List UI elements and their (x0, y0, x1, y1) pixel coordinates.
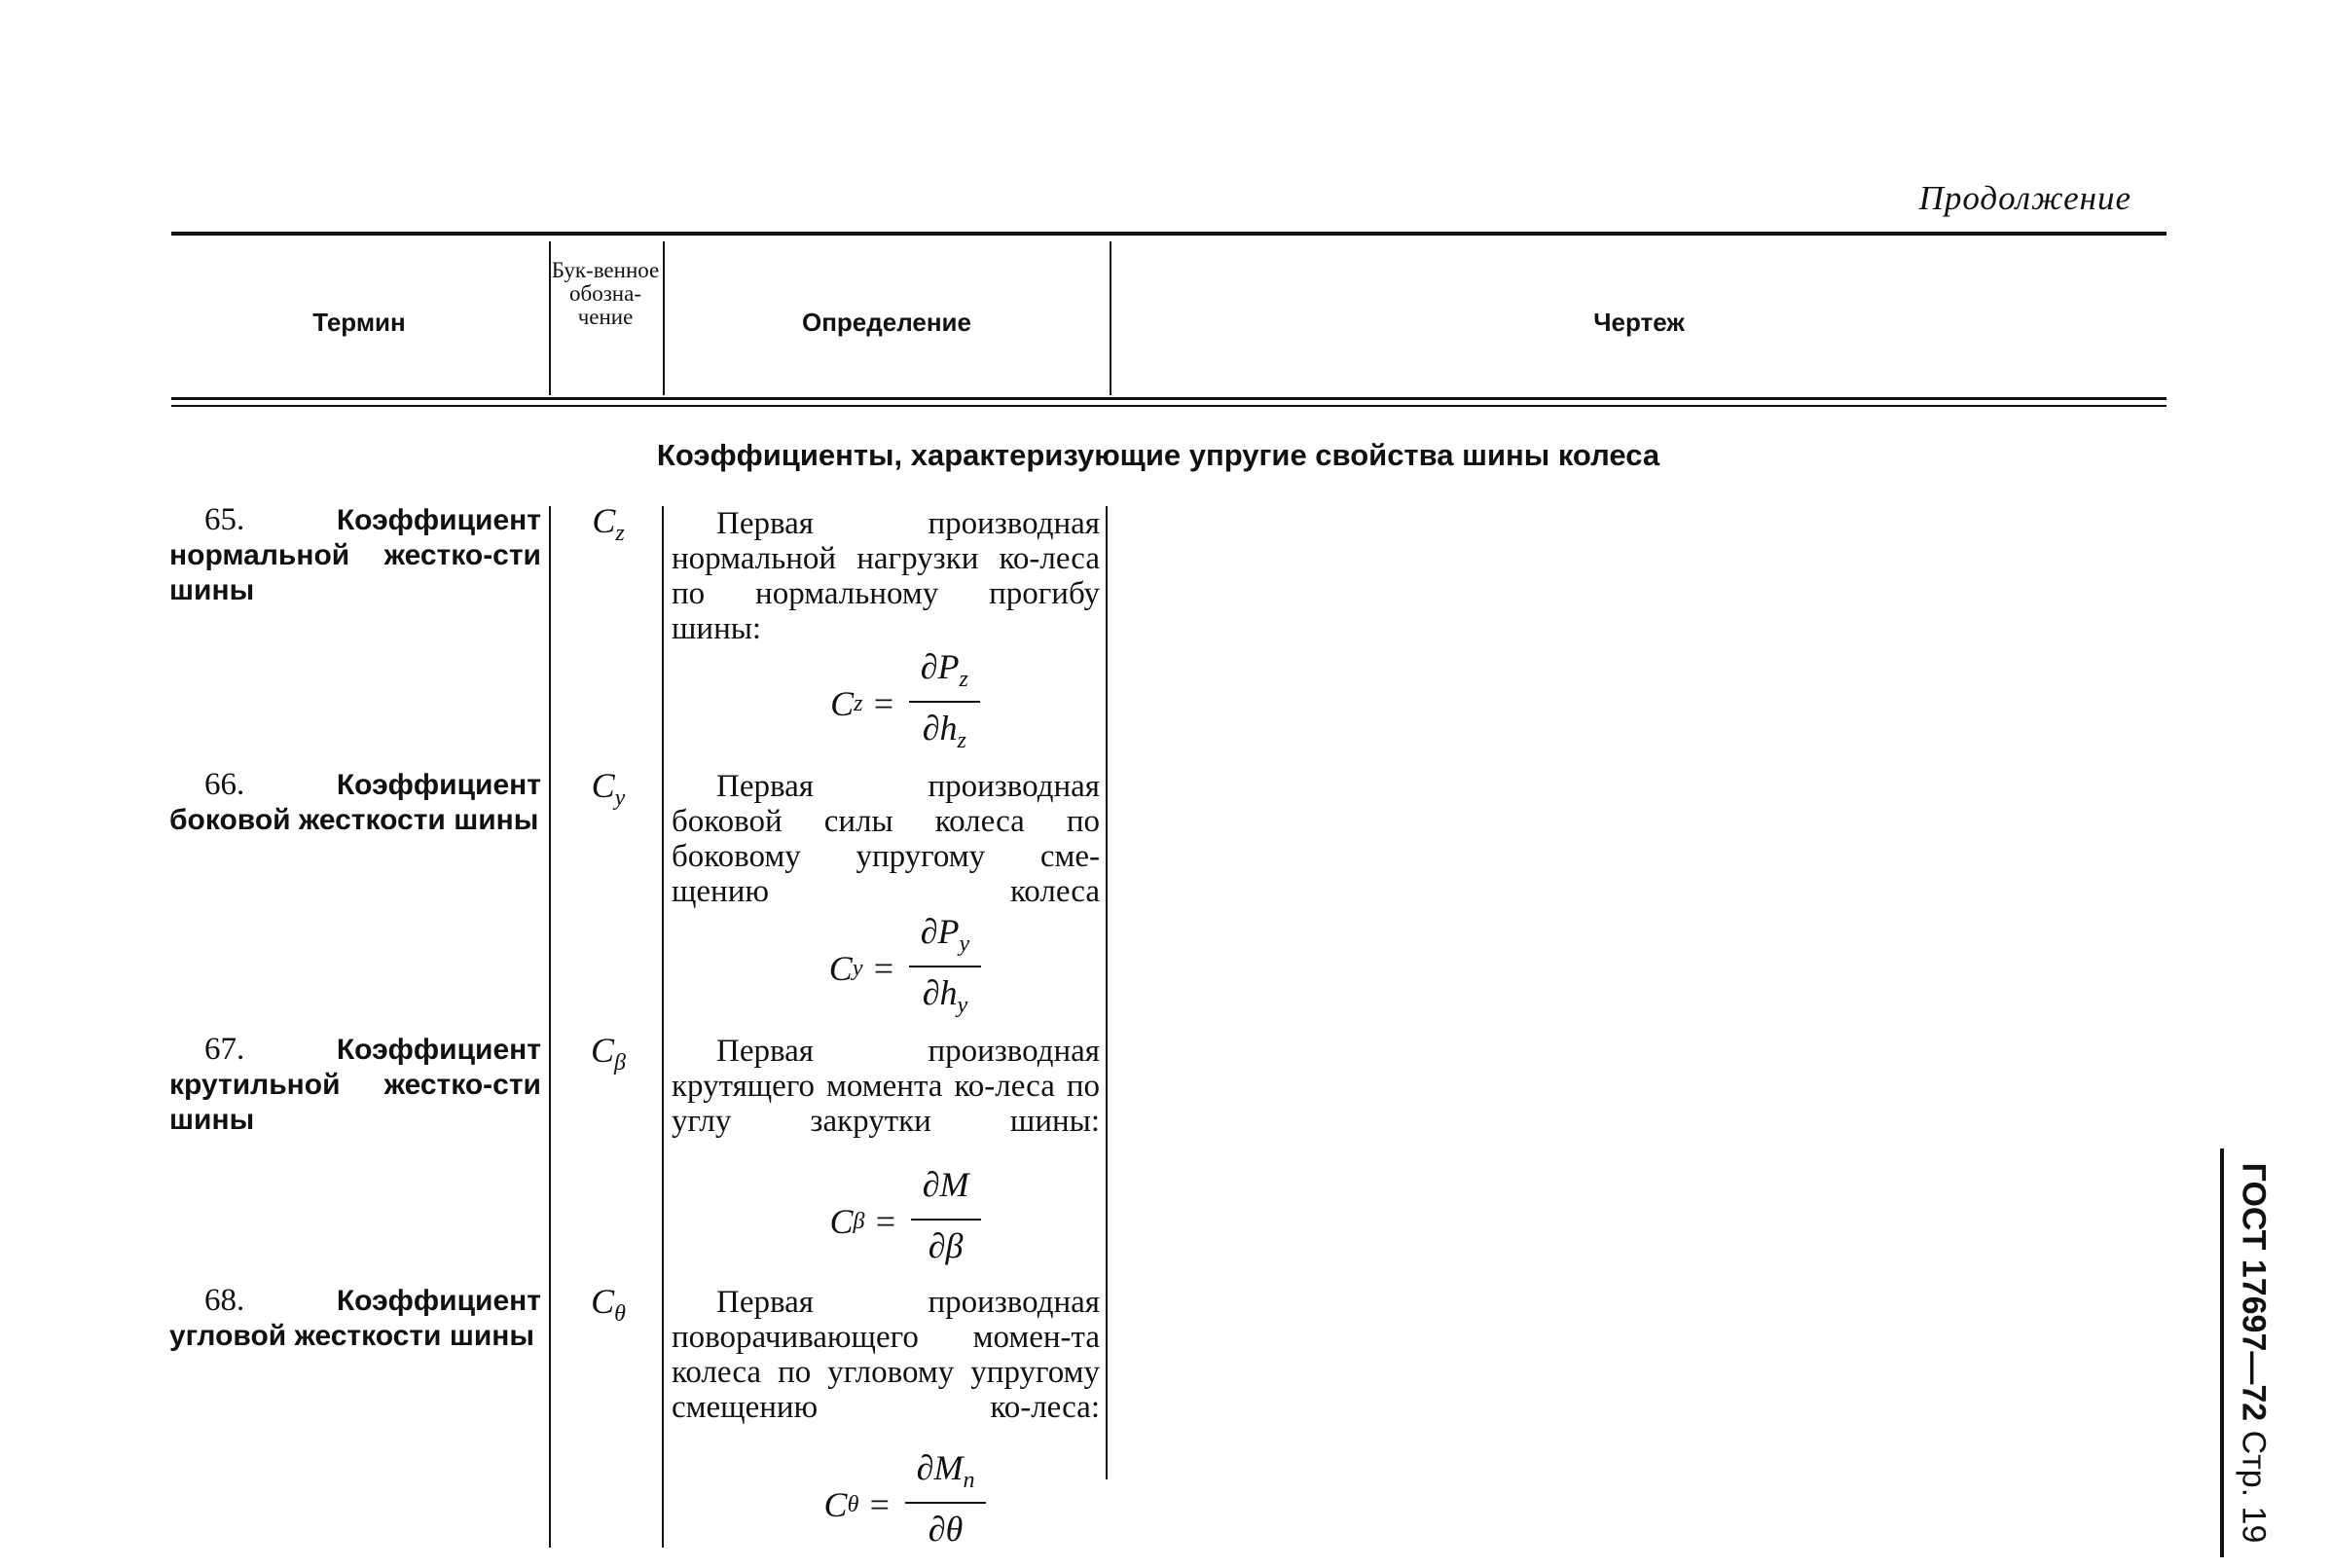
header-bottom-rule-1 (171, 397, 2167, 400)
term-number: 65. (204, 502, 245, 537)
symbol-65: $C_z$ (592, 501, 625, 547)
symbol-68: $C_\theta$ (591, 1282, 626, 1328)
term-number: 67. (204, 1032, 245, 1067)
definition-67: Первая производная крутящего момента ко-леса по углу закрутки шины: (672, 1034, 1100, 1139)
term-65 (169, 502, 541, 608)
formula-68: C θ = $\frac{\partial M_п}{\partial\theta}$ (740, 1454, 1071, 1555)
side-rule (2220, 1149, 2224, 1557)
term-text: Коэффициент угловой жесткости шины (169, 1285, 541, 1352)
formula-67: C β = $\frac{\partial M}{\partial\beta}$ (740, 1168, 1071, 1275)
term-68 (169, 1283, 541, 1354)
page-number: Стр. 19 (2235, 1430, 2273, 1544)
header-top-rule (171, 232, 2167, 236)
column-header-term: Термин (312, 308, 406, 337)
term-67 (169, 1032, 541, 1138)
body-sep-1 (549, 506, 551, 1548)
column-header-drawing: Чертеж (1593, 308, 1685, 337)
symbol-67: $C_\beta$ (591, 1031, 626, 1076)
section-title: Коэффициенты, характеризующие упругие свойства шины колеса (656, 438, 1660, 472)
definition-66: Первая производная боковой силы колеса по боковому упругому сме-щению колеса (672, 769, 1100, 909)
definition-65: Первая производная нормальной нагрузки ко-леса по нормальному прогибу шины: (672, 506, 1100, 646)
header-bottom-rule-2 (171, 405, 2167, 407)
term-66 (169, 767, 541, 838)
formula-65: C z = $\frac{\partial P_z}{\partial h_z}$ (740, 650, 1071, 757)
term-number: 68. (204, 1283, 245, 1318)
term-text: Коэффициент нормальной жестко-сти шины (169, 504, 541, 606)
standard-label (2235, 1163, 2273, 1544)
column-header-letter-designation: Бук-венное обозна-чение (551, 258, 660, 329)
standard-number: ГОСТ 17697—72 (2235, 1162, 2273, 1422)
term-text: Коэффициент крутильной жестко-сти шины (169, 1034, 541, 1136)
term-text: Коэффициент боковой жесткости шины (169, 769, 541, 836)
formula-66: C y = $\frac{\partial P_y}{\partial h_y}$ (740, 915, 1071, 1022)
column-header-definition: Определение (801, 308, 971, 337)
side-margin-label (2195, 1149, 2312, 1557)
body-sep-2 (662, 506, 664, 1548)
term-number: 66. (204, 767, 245, 802)
continuation-label: Продолжение (1918, 179, 2131, 217)
body-sep-3 (1106, 506, 1108, 1479)
definition-68: Первая производная поворачивающего момен-та колеса по угловому упругому смещению ко-леса: (672, 1285, 1100, 1425)
header-sep-2 (663, 241, 665, 395)
symbol-66: $C_y$ (591, 766, 626, 812)
